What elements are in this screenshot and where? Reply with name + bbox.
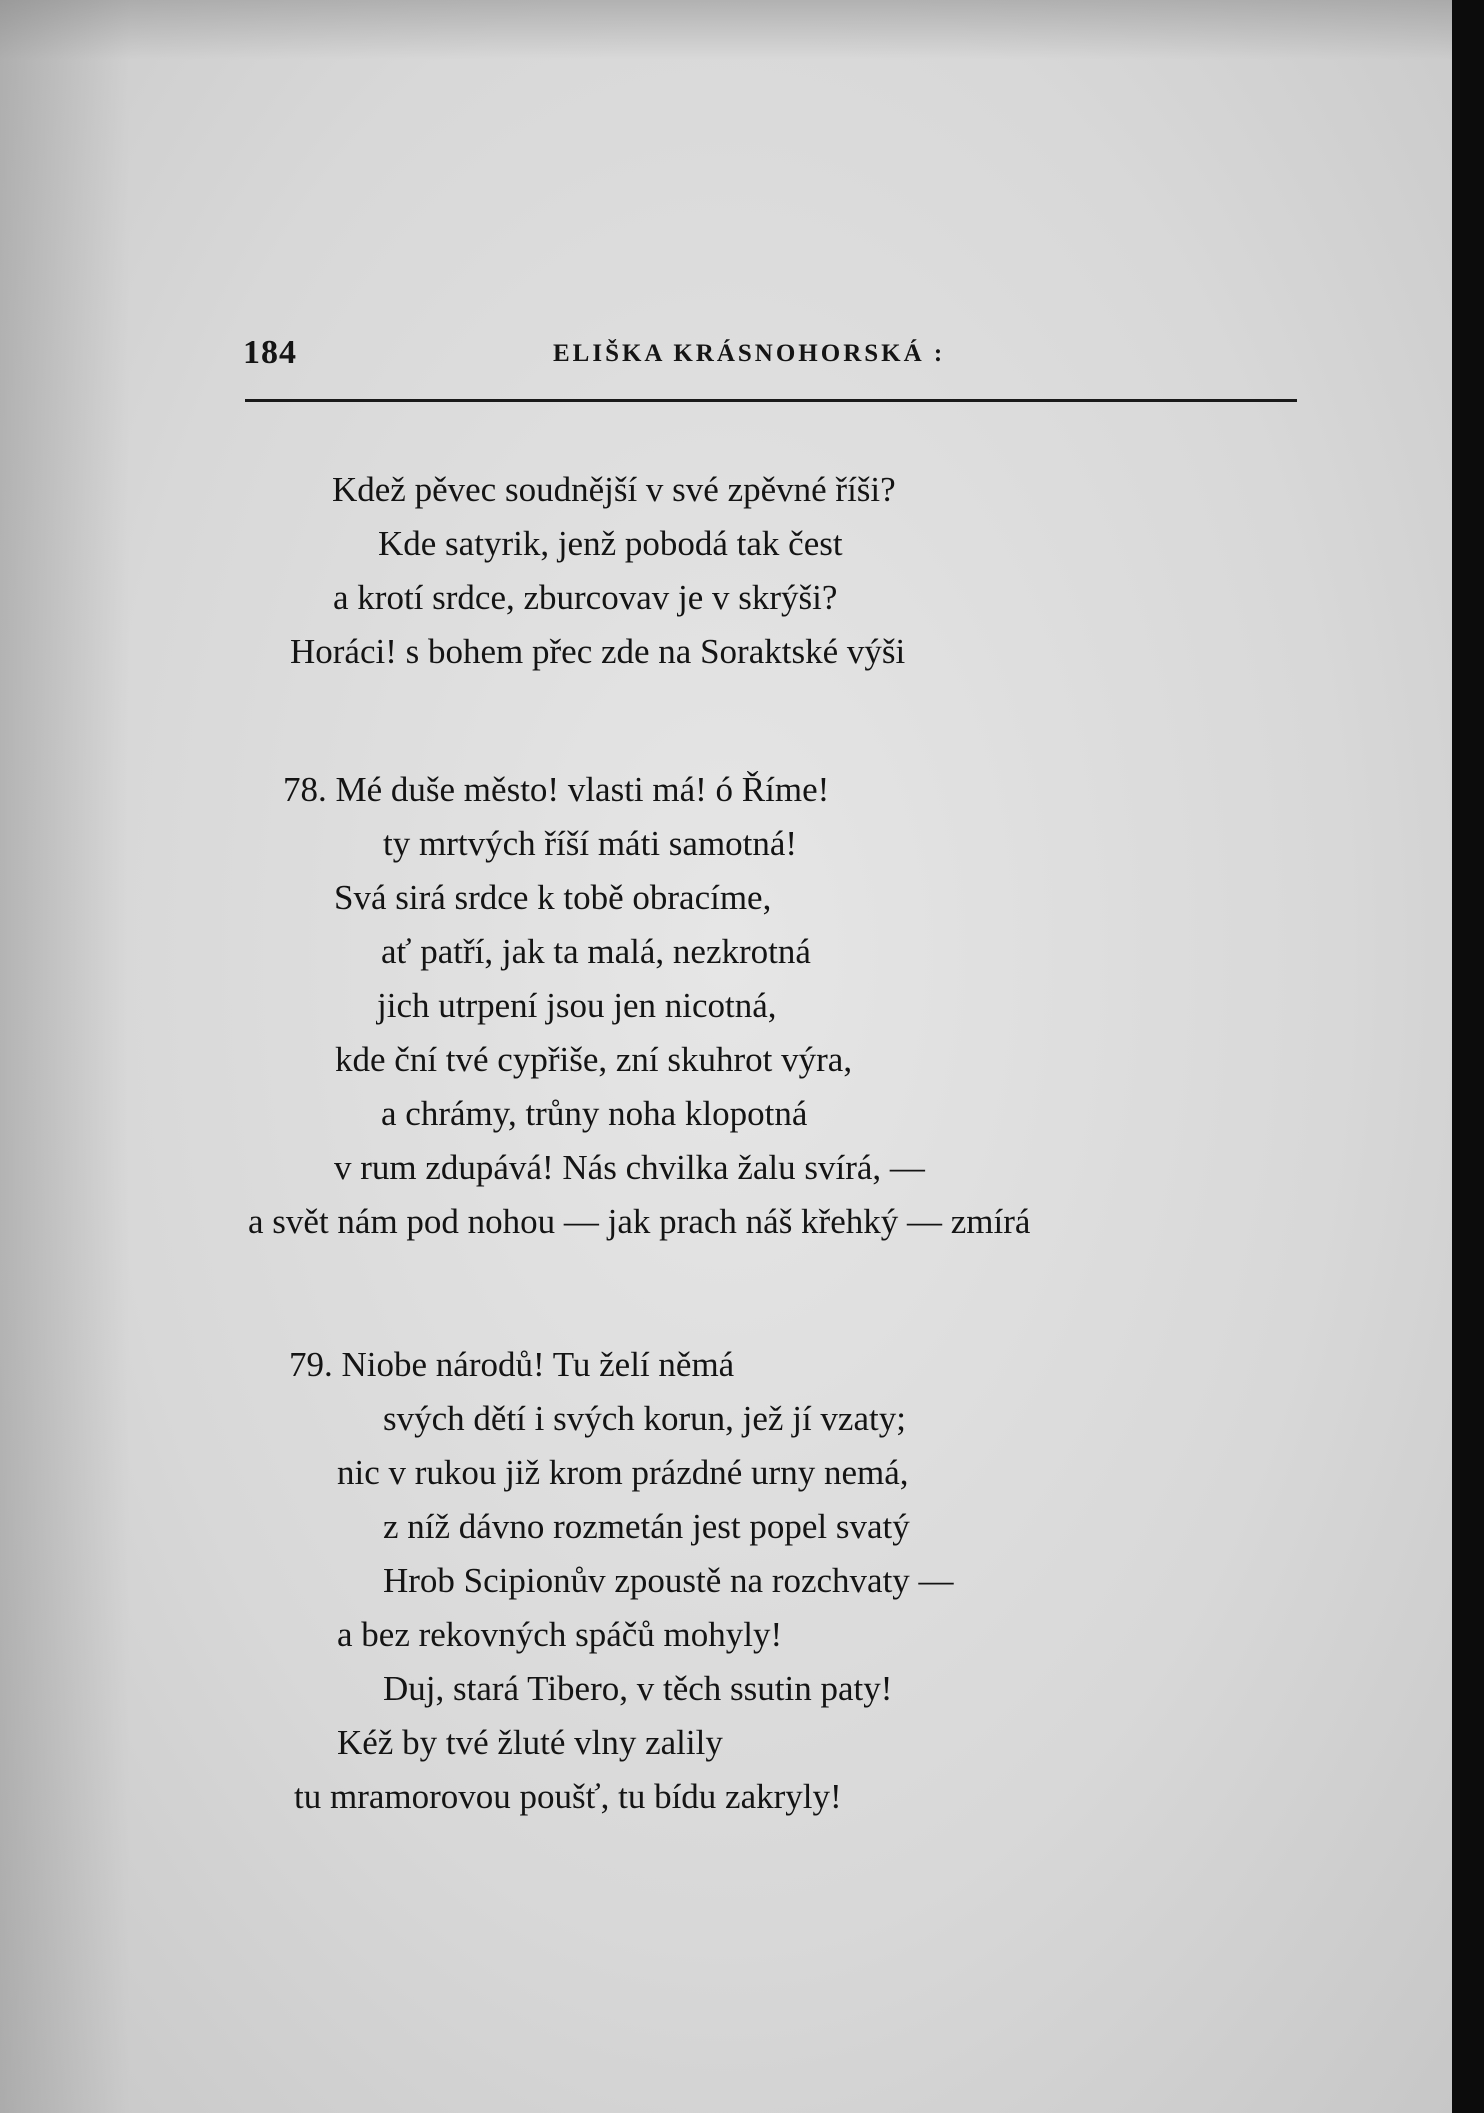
verse-line: ať patří, jak ta malá, nezkrotná [381, 932, 811, 971]
verse-line: v rum zdupává! Nás chvilka žalu svírá, — [334, 1148, 925, 1187]
header-rule [245, 399, 1297, 402]
verse-line: a chrámy, trůny noha klopotná [381, 1094, 808, 1133]
verse-line: jich utrpení jsou jen nicotná, [377, 986, 777, 1025]
verse-line: a krotí srdce, zburcovav je v skrýši? [333, 578, 838, 617]
verse-line: Kéž by tvé žluté vlny zalily [337, 1723, 723, 1762]
verse-line: Kde satyrik, jenž pobodá tak čest [378, 524, 843, 563]
verse-line: 78. Mé duše město! vlasti má! ó Říme! [283, 770, 830, 809]
page-header [243, 334, 1293, 386]
running-head: ELIŠKA KRÁSNOHORSKÁ : [553, 340, 946, 367]
verse-line: nic v rukou již krom prázdné urny nemá, [337, 1453, 909, 1492]
verse-line: Kdež pěvec soudnější v své zpěvné říši? [332, 470, 896, 509]
verse-line: Svá sirá srdce k tobě obracíme, [334, 878, 772, 917]
verse-line: 79. Niobe národů! Tu želí němá [289, 1345, 735, 1384]
verse-line: Hrob Scipionův zpoustě na rozchvaty — [383, 1561, 954, 1600]
verse-line: Duj, stará Tibero, v těch ssutin paty! [383, 1669, 893, 1708]
verse-line: svých dětí i svých korun, jež jí vzaty; [383, 1399, 906, 1438]
verse-line: tu mramorovou poušť, tu bídu zakryly! [294, 1777, 842, 1816]
verse-line: kde ční tvé cypřiše, zní skuhrot výra, [335, 1040, 853, 1079]
page-number: 184 [243, 334, 297, 371]
verse-line: a svět nám pod nohou — jak prach náš křehký — zmírá [248, 1202, 1031, 1241]
verse-line: ty mrtvých říší máti samotná! [383, 824, 798, 863]
verse-line: z níž dávno rozmetán jest popel svatý [383, 1507, 910, 1546]
verse-line: Horáci! s bohem přec zde na Soraktské výši [290, 632, 906, 671]
verse-line: a bez rekovných spáčů mohyly! [337, 1615, 783, 1654]
